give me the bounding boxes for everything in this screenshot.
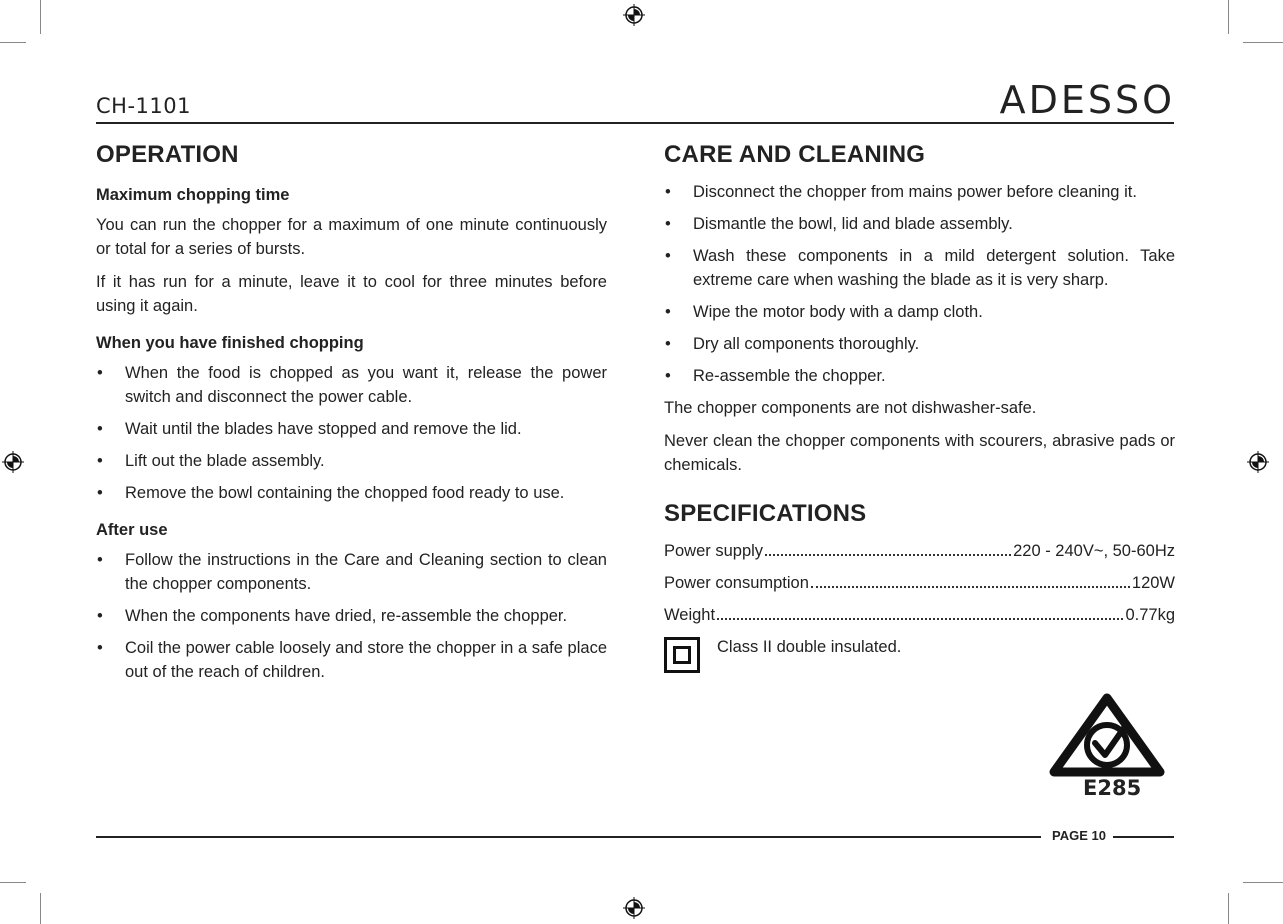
care-column (664, 140, 1175, 673)
list-item-text: When the components have dried, re-assemble the chopper. (125, 607, 568, 625)
paragraph: If it has run for a minute, leave it to cool for three minutes before using it again. (96, 273, 607, 315)
list-item-text: Follow the instructions in the Care and Cleaning section to clean the chopper components. (125, 551, 607, 593)
bullet-icon: • (97, 607, 103, 625)
spec-label: Weight (664, 606, 716, 624)
crop-mark (1243, 882, 1283, 883)
list-item-text: Re-assemble the chopper. (693, 367, 886, 385)
registration-mark-icon (2, 451, 24, 473)
list-item (96, 481, 607, 505)
list-item-text: Coil the power cable loosely and store the chopper in a safe place out of the reach of children. (125, 639, 607, 681)
footer-rule (1113, 836, 1174, 838)
bullet-icon: • (665, 247, 671, 265)
list-item (96, 449, 607, 473)
list-item (96, 361, 607, 409)
care-list (664, 180, 1175, 388)
list-item-text: When the food is chopped as you want it, release the power switch and disconnect the power cable. (125, 364, 607, 406)
spec-label: Power consumption (664, 574, 809, 592)
bullet-icon: • (97, 420, 103, 438)
header-rule (96, 122, 1174, 124)
crop-mark (0, 42, 26, 43)
specs-title: SPECIFICATIONS (664, 500, 867, 527)
registration-mark-icon (623, 4, 645, 26)
list-item (664, 180, 1175, 204)
registration-mark-icon (623, 897, 645, 919)
bullet-icon: • (97, 364, 103, 382)
spec-value: 220 - 240V~, 50-60Hz (1013, 542, 1175, 560)
bullet-icon: • (665, 215, 671, 233)
crop-mark (0, 882, 26, 883)
spec-row (664, 571, 1175, 595)
spec-row (664, 539, 1175, 563)
leader-dots (765, 554, 1011, 556)
spec-value: 0.77kg (1125, 606, 1175, 624)
bullet-icon: • (97, 551, 103, 569)
finished-heading: When you have finished chopping (96, 334, 364, 352)
crop-mark (1243, 42, 1283, 43)
list-item (664, 364, 1175, 388)
bullet-icon: • (97, 639, 103, 657)
paragraph: The chopper components are not dishwasher-safe. (664, 399, 1037, 417)
paragraph: Never clean the chopper components with scourers, abrasive pads or chemicals. (664, 432, 1175, 474)
operation-title: OPERATION (96, 141, 239, 168)
list-item (96, 604, 607, 628)
crop-mark (40, 0, 41, 34)
list-item-text: Wipe the motor body with a damp cloth. (693, 303, 983, 321)
list-item (96, 417, 607, 441)
after-use-heading: After use (96, 521, 168, 539)
class2-row (664, 635, 1175, 673)
bullet-icon: • (665, 335, 671, 353)
leader-dots (811, 586, 1130, 588)
list-item (96, 548, 607, 596)
list-item (664, 212, 1175, 236)
list-item-text: Lift out the blade assembly. (125, 452, 325, 470)
double-insulation-icon (664, 637, 700, 673)
registration-mark-icon (1247, 451, 1269, 473)
max-time-heading: Maximum chopping time (96, 186, 290, 204)
bullet-icon: • (665, 303, 671, 321)
rcm-code: E285 (1083, 776, 1142, 800)
list-item-text: Wait until the blades have stopped and remove the lid. (125, 420, 522, 438)
class2-text: Class II double insulated. (717, 638, 902, 656)
operation-column (96, 140, 607, 692)
after-use-list (96, 548, 607, 684)
list-item (664, 332, 1175, 356)
finished-list (96, 361, 607, 505)
list-item-text: Dismantle the bowl, lid and blade assembly. (693, 215, 1013, 233)
bullet-icon: • (665, 367, 671, 385)
list-item (664, 300, 1175, 324)
brand-logo: ADESSO (999, 78, 1175, 122)
crop-mark (1228, 0, 1229, 34)
list-item-text: Dry all components thoroughly. (693, 335, 920, 353)
crop-mark (1228, 893, 1229, 924)
spec-value: 120W (1131, 574, 1175, 592)
spec-row (664, 603, 1175, 627)
leader-dots (717, 618, 1123, 620)
list-item (96, 636, 607, 684)
page-number: PAGE 10 (1052, 828, 1106, 843)
list-item-text: Wash these components in a mild detergent solution. Take extreme care when washing the blade as it is very sharp. (693, 247, 1175, 289)
bullet-icon: • (665, 183, 671, 201)
list-item-text: Disconnect the chopper from mains power before cleaning it. (693, 183, 1137, 201)
rcm-compliance-icon (1048, 692, 1166, 778)
model-number: CH-1101 (96, 94, 191, 118)
spec-label: Power supply (664, 542, 764, 560)
list-item-text: Remove the bowl containing the chopped food ready to use. (125, 484, 565, 502)
footer-rule (96, 836, 1041, 838)
crop-mark (40, 893, 41, 924)
bullet-icon: • (97, 452, 103, 470)
paragraph: You can run the chopper for a maximum of one minute continuously or total for a series of bursts. (96, 216, 607, 258)
bullet-icon: • (97, 484, 103, 502)
care-title: CARE AND CLEANING (664, 141, 926, 168)
list-item (664, 244, 1175, 292)
